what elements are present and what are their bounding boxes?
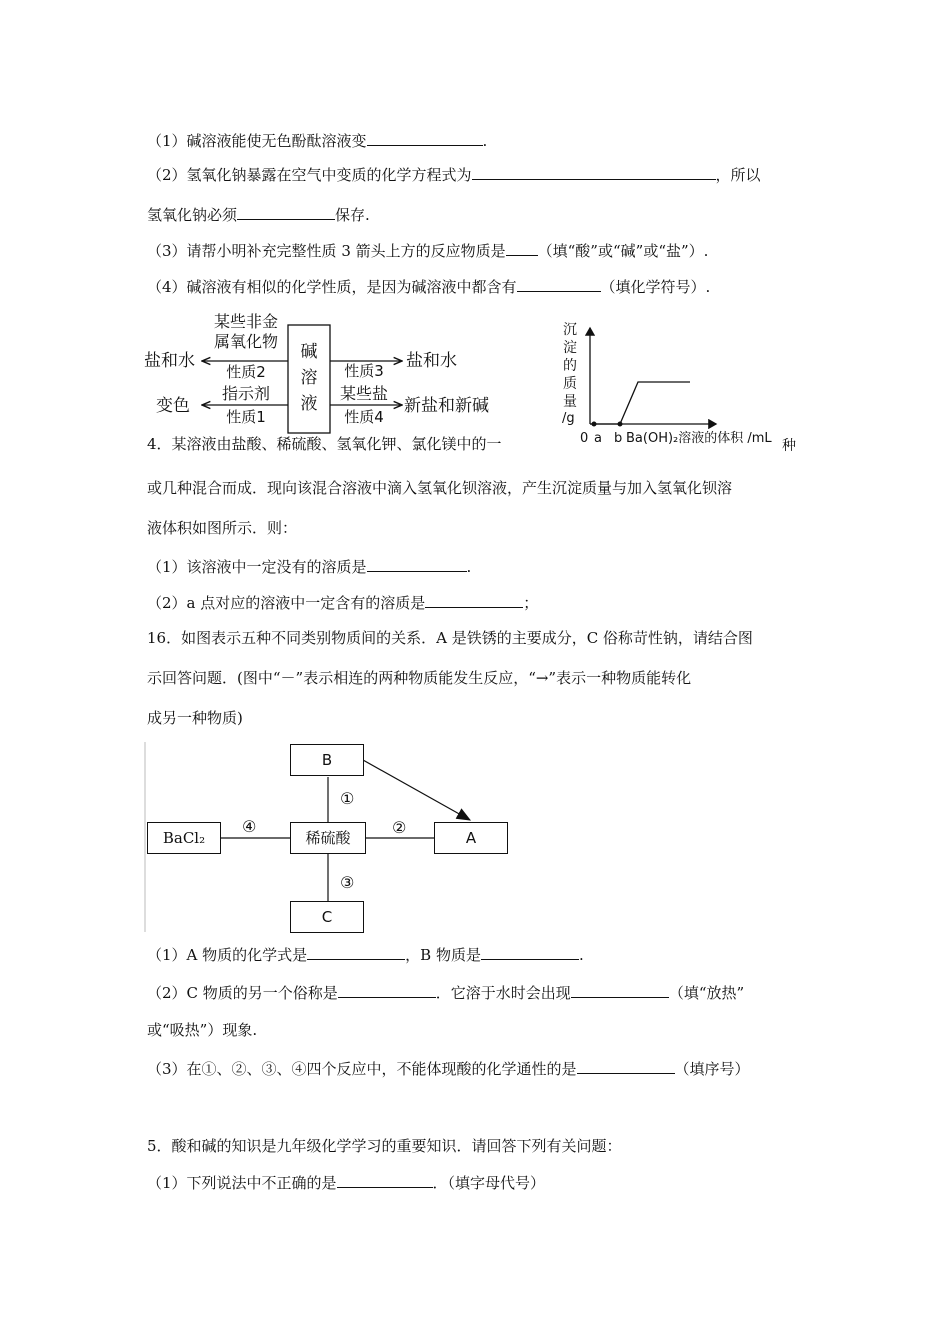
y-axis-label: 沉	[563, 322, 577, 338]
q-base-2b: 氢氧化钠必须 保存.	[147, 206, 370, 224]
origin-point	[592, 422, 597, 427]
y-axis-label: 的	[563, 358, 577, 374]
center-label: 碱	[300, 342, 318, 362]
result-label: 盐和水	[144, 351, 195, 371]
reactant-label: 某些非金	[213, 312, 279, 331]
y-axis-unit: /g	[562, 411, 575, 426]
y-axis-label: 量	[563, 394, 577, 410]
q-base-4: （4）碱溶液有相似的化学性质，是因为碱溶液中都含有 （填化学符号）.	[147, 278, 711, 296]
origin-label: 0	[580, 431, 589, 446]
box-dilute-sulfuric-acid: 稀硫酸	[290, 822, 366, 854]
point-b-label: b	[614, 431, 623, 446]
center-label: 溶	[300, 368, 318, 388]
property-label: 性质2	[226, 363, 266, 381]
point-a-label: a	[594, 431, 602, 446]
answer-blank[interactable]	[571, 982, 669, 998]
property-label: 性质1	[226, 408, 266, 426]
answer-blank[interactable]	[517, 276, 601, 292]
answer-blank[interactable]	[506, 240, 538, 256]
q5-sub-1: （1）下列说法中不正确的是 ．（填字母代号）	[147, 1174, 546, 1192]
answer-blank[interactable]	[481, 944, 579, 960]
q4-line-3: 液体积如图所示．则：	[147, 519, 298, 537]
property-label: 性质3	[344, 362, 384, 380]
reaction-number-3: ③	[340, 873, 355, 892]
q4-sub-1: （1）该溶液中一定没有的溶质是 .	[147, 558, 472, 576]
answer-blank[interactable]	[425, 592, 523, 608]
q16-sub-3: （3）在①、②、③、④四个反应中，不能体现酸的化学通性的是 （填序号）	[147, 1060, 750, 1078]
box-b: B	[290, 744, 364, 776]
box-c: C	[290, 901, 364, 933]
answer-blank[interactable]	[472, 164, 716, 180]
q4-sub-2: （2）a 点对应的溶液中一定含有的溶质是 ；	[147, 594, 539, 612]
arrow-b-to-a	[363, 760, 470, 820]
y-axis-label: 质	[563, 376, 577, 392]
answer-blank[interactable]	[237, 204, 335, 220]
reaction-number-2: ②	[392, 818, 407, 837]
result-label: 盐和水	[406, 351, 457, 371]
q4-line-1: 4．某溶液由盐酸、稀硫酸、氢氧化钾、氯化镁中的一	[147, 435, 502, 453]
reactant-label: 某些盐	[339, 384, 389, 403]
y-axis-label: 淀	[563, 340, 577, 356]
answer-blank[interactable]	[337, 1172, 433, 1188]
reactant-label: 属氧化物	[213, 332, 279, 351]
reactant-label: 指示剂	[221, 384, 271, 403]
q16-line-2: 示回答问题．(图中“－”表示相连的两种物质能发生反应，“→”表示一种物质能转化	[147, 669, 692, 687]
reaction-number-4: ④	[242, 817, 257, 836]
answer-blank[interactable]	[577, 1058, 675, 1074]
result-label: 变色	[156, 396, 190, 416]
box-bacl2: BaCl₂	[147, 822, 221, 854]
precipitate-graph	[556, 318, 800, 446]
q-base-2: （2）氢氧化钠暴露在空气中变质的化学方程式为 ，所以	[147, 166, 761, 184]
result-label: 新盐和新碱	[404, 396, 489, 416]
answer-blank[interactable]	[367, 130, 483, 146]
answer-blank[interactable]	[338, 982, 436, 998]
q16-line-1: 16．如图表示五种不同类别物质间的关系．A 是铁锈的主要成分，C 俗称苛性钠，请结合图	[147, 629, 753, 647]
q4-line-2: 或几种混合而成．现向该混合溶液中滴入氢氧化钡溶液，产生沉淀质量与加入氢氧化钡溶	[147, 479, 733, 497]
q16-sub-2: （2）C 物质的另一个俗称是 ．它溶于水时会出现 （填“放热”	[147, 984, 745, 1002]
x-axis-label: Ba(OH)₂溶液的体积 /mL	[626, 431, 772, 446]
q16-sub-2b: 或“吸热”）现象.	[147, 1021, 258, 1039]
q16-sub-1: （1）A 物质的化学式是 ，B 物质是 .	[147, 946, 584, 964]
q4-line-1-tail: 种	[782, 438, 796, 454]
answer-blank[interactable]	[367, 556, 467, 572]
base-properties-diagram	[140, 305, 510, 435]
q16-line-3: 成另一种物质)	[147, 709, 243, 727]
q-base-1: （1）碱溶液能使无色酚酞溶液变 .	[147, 132, 488, 150]
center-label: 液	[300, 394, 318, 414]
q-base-3: （3）请帮小明补充完整性质 3 箭头上方的反应物质是 （填“酸”或“碱”或“盐”）.	[147, 242, 709, 260]
q5-line-1: 5．酸和碱的知识是九年级化学学习的重要知识．请回答下列有关问题：	[147, 1137, 622, 1155]
precipitate-curve	[590, 382, 690, 424]
point-b	[618, 422, 623, 427]
reaction-number-1: ①	[340, 789, 355, 808]
box-a: A	[434, 822, 508, 854]
answer-blank[interactable]	[307, 944, 405, 960]
property-label: 性质4	[344, 408, 384, 426]
